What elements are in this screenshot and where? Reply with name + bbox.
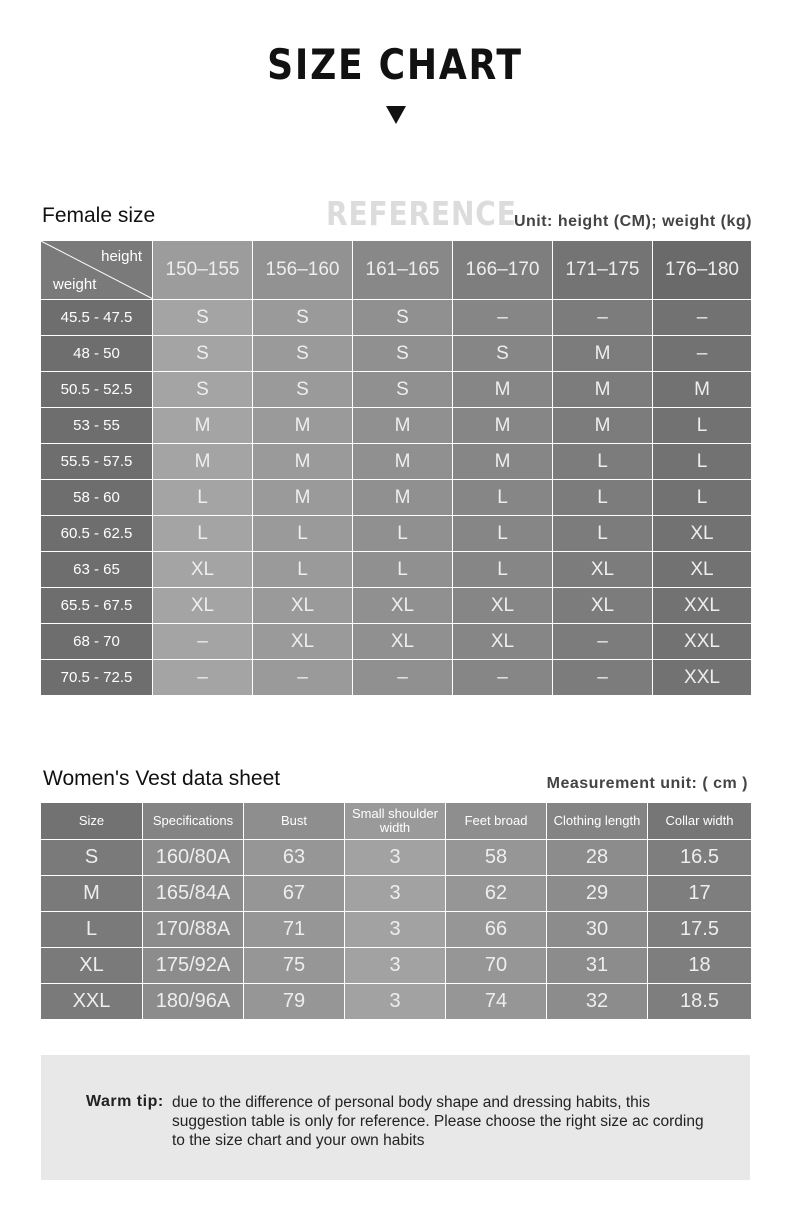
size-cell: – — [153, 624, 253, 660]
size-cell: XL — [453, 588, 553, 624]
size-cell: M — [353, 408, 453, 444]
size-cell: XL — [453, 624, 553, 660]
size-cell: XL — [353, 624, 453, 660]
table-row — [41, 948, 752, 984]
size-cell: M — [453, 444, 553, 480]
corner-height-label: height — [101, 248, 142, 265]
size-cell: – — [553, 624, 653, 660]
size-cell: XXL — [653, 660, 752, 696]
vest-cell: 32 — [547, 984, 648, 1020]
height-header-row — [41, 241, 752, 300]
height-header: 150–155 — [153, 241, 253, 300]
vest-cell: 17.5 — [648, 912, 752, 948]
size-cell: XL — [153, 588, 253, 624]
size-cell: M — [553, 372, 653, 408]
warm-tip-box — [41, 1055, 750, 1180]
vest-unit-label: Measurement unit: ( cm ) — [546, 775, 748, 792]
size-cell: L — [453, 516, 553, 552]
reference-watermark: REFERENCE — [326, 194, 517, 233]
table-row — [41, 660, 752, 696]
size-cell: L — [253, 552, 353, 588]
vest-header: Specifications — [143, 803, 244, 840]
weight-cell: 53 - 55 — [41, 408, 153, 444]
vest-cell: 3 — [345, 912, 446, 948]
weight-cell: 58 - 60 — [41, 480, 153, 516]
warm-tip-text: due to the difference of personal body shape and dressing habits, this suggestion table is only for reference. Please choose the right size ac cording to the size chart and your own habits — [172, 1094, 704, 1149]
vest-cell: 3 — [345, 840, 446, 876]
vest-header: Collar width — [648, 803, 752, 840]
vest-sheet-label: Women's Vest data sheet — [43, 767, 281, 790]
size-cell: M — [653, 372, 752, 408]
size-cell: M — [153, 408, 253, 444]
table-row — [41, 444, 752, 480]
vest-cell: 75 — [244, 948, 345, 984]
height-header: 156–160 — [253, 241, 353, 300]
vest-cell: 67 — [244, 876, 345, 912]
vest-cell: 66 — [446, 912, 547, 948]
vest-cell: S — [41, 840, 143, 876]
size-cell: M — [253, 408, 353, 444]
weight-cell: 65.5 - 67.5 — [41, 588, 153, 624]
female-unit-label: Unit: height (CM); weight (kg) — [513, 213, 752, 230]
female-size-label: Female size — [42, 204, 156, 227]
size-cell: S — [153, 300, 253, 336]
weight-cell: 48 - 50 — [41, 336, 153, 372]
size-cell: XL — [253, 588, 353, 624]
size-cell: L — [653, 408, 752, 444]
table-row — [41, 912, 752, 948]
size-cell: L — [653, 444, 752, 480]
weight-cell: 50.5 - 52.5 — [41, 372, 153, 408]
vest-cell: 30 — [547, 912, 648, 948]
vest-cell: L — [41, 912, 143, 948]
size-cell: L — [353, 516, 453, 552]
vest-cell: 28 — [547, 840, 648, 876]
size-cell: L — [453, 480, 553, 516]
vest-cell: 31 — [547, 948, 648, 984]
corner-weight-label: weight — [53, 276, 97, 293]
vest-cell: 3 — [345, 948, 446, 984]
warm-tip-label: Warm tip: — [86, 1093, 164, 1110]
height-header: 161–165 — [353, 241, 453, 300]
size-cell: – — [153, 660, 253, 696]
table-row — [41, 840, 752, 876]
size-cell: S — [153, 336, 253, 372]
vest-cell: M — [41, 876, 143, 912]
vest-cell: 63 — [244, 840, 345, 876]
vest-cell: 71 — [244, 912, 345, 948]
size-cell: M — [353, 444, 453, 480]
vest-cell: 58 — [446, 840, 547, 876]
size-cell: M — [353, 480, 453, 516]
height-header: 171–175 — [553, 241, 653, 300]
weight-cell: 55.5 - 57.5 — [41, 444, 153, 480]
table-row — [41, 408, 752, 444]
female-size-table — [40, 240, 752, 696]
size-cell: – — [453, 660, 553, 696]
size-cell: – — [553, 660, 653, 696]
size-cell: L — [153, 480, 253, 516]
vest-header: Small shoulder width — [345, 803, 446, 840]
table-row — [41, 372, 752, 408]
vest-cell: 3 — [345, 984, 446, 1020]
size-cell: S — [253, 300, 353, 336]
height-header: 176–180 — [653, 241, 752, 300]
vest-data-table — [40, 802, 752, 1020]
vest-header-row — [41, 803, 752, 840]
down-arrow-icon — [386, 106, 406, 124]
vest-cell: 160/80A — [143, 840, 244, 876]
weight-cell: 45.5 - 47.5 — [41, 300, 153, 336]
size-cell: M — [253, 444, 353, 480]
size-cell: L — [353, 552, 453, 588]
weight-cell: 63 - 65 — [41, 552, 153, 588]
vest-cell: 17 — [648, 876, 752, 912]
size-cell: XL — [253, 624, 353, 660]
size-cell: M — [253, 480, 353, 516]
size-cell: – — [353, 660, 453, 696]
weight-cell: 70.5 - 72.5 — [41, 660, 153, 696]
vest-cell: 170/88A — [143, 912, 244, 948]
table-row — [41, 552, 752, 588]
size-cell: L — [253, 516, 353, 552]
table-row — [41, 876, 752, 912]
weight-cell: 60.5 - 62.5 — [41, 516, 153, 552]
size-cell: XL — [353, 588, 453, 624]
size-cell: S — [253, 372, 353, 408]
size-cell: – — [553, 300, 653, 336]
page-title: SIZE CHART — [267, 40, 523, 89]
size-cell: XL — [553, 552, 653, 588]
size-cell: – — [453, 300, 553, 336]
vest-cell: XXL — [41, 984, 143, 1020]
size-cell: XXL — [653, 624, 752, 660]
vest-cell: 74 — [446, 984, 547, 1020]
size-cell: S — [353, 336, 453, 372]
vest-cell: 18 — [648, 948, 752, 984]
size-cell: S — [353, 372, 453, 408]
size-cell: M — [453, 408, 553, 444]
table-row — [41, 516, 752, 552]
vest-header: Bust — [244, 803, 345, 840]
size-cell: S — [353, 300, 453, 336]
vest-header: Clothing length — [547, 803, 648, 840]
size-cell: XL — [153, 552, 253, 588]
size-cell: XL — [553, 588, 653, 624]
size-cell: XL — [653, 552, 752, 588]
size-cell: XXL — [653, 588, 752, 624]
vest-cell: XL — [41, 948, 143, 984]
vest-cell: 18.5 — [648, 984, 752, 1020]
vest-cell: 165/84A — [143, 876, 244, 912]
size-cell: M — [153, 444, 253, 480]
size-cell: L — [453, 552, 553, 588]
table-row — [41, 588, 752, 624]
vest-cell: 175/92A — [143, 948, 244, 984]
vest-header: Feet broad — [446, 803, 547, 840]
size-cell: – — [653, 336, 752, 372]
size-cell: L — [153, 516, 253, 552]
vest-cell: 70 — [446, 948, 547, 984]
vest-cell: 16.5 — [648, 840, 752, 876]
size-cell: M — [553, 336, 653, 372]
table-row — [41, 300, 752, 336]
vest-cell: 29 — [547, 876, 648, 912]
size-cell: S — [153, 372, 253, 408]
vest-cell: 180/96A — [143, 984, 244, 1020]
vest-cell: 79 — [244, 984, 345, 1020]
table-row — [41, 624, 752, 660]
height-header: 166–170 — [453, 241, 553, 300]
size-cell: M — [553, 408, 653, 444]
size-cell: XL — [653, 516, 752, 552]
size-cell: L — [553, 444, 653, 480]
table-row — [41, 480, 752, 516]
table-row — [41, 336, 752, 372]
size-cell: L — [653, 480, 752, 516]
size-cell: L — [553, 516, 653, 552]
size-cell: S — [253, 336, 353, 372]
size-cell: M — [453, 372, 553, 408]
size-cell: L — [553, 480, 653, 516]
vest-cell: 3 — [345, 876, 446, 912]
vest-header: Size — [41, 803, 143, 840]
size-cell: S — [453, 336, 553, 372]
table-row — [41, 984, 752, 1020]
weight-cell: 68 - 70 — [41, 624, 153, 660]
vest-cell: 62 — [446, 876, 547, 912]
size-cell: – — [653, 300, 752, 336]
size-cell: – — [253, 660, 353, 696]
table-corner-cell — [41, 241, 153, 300]
